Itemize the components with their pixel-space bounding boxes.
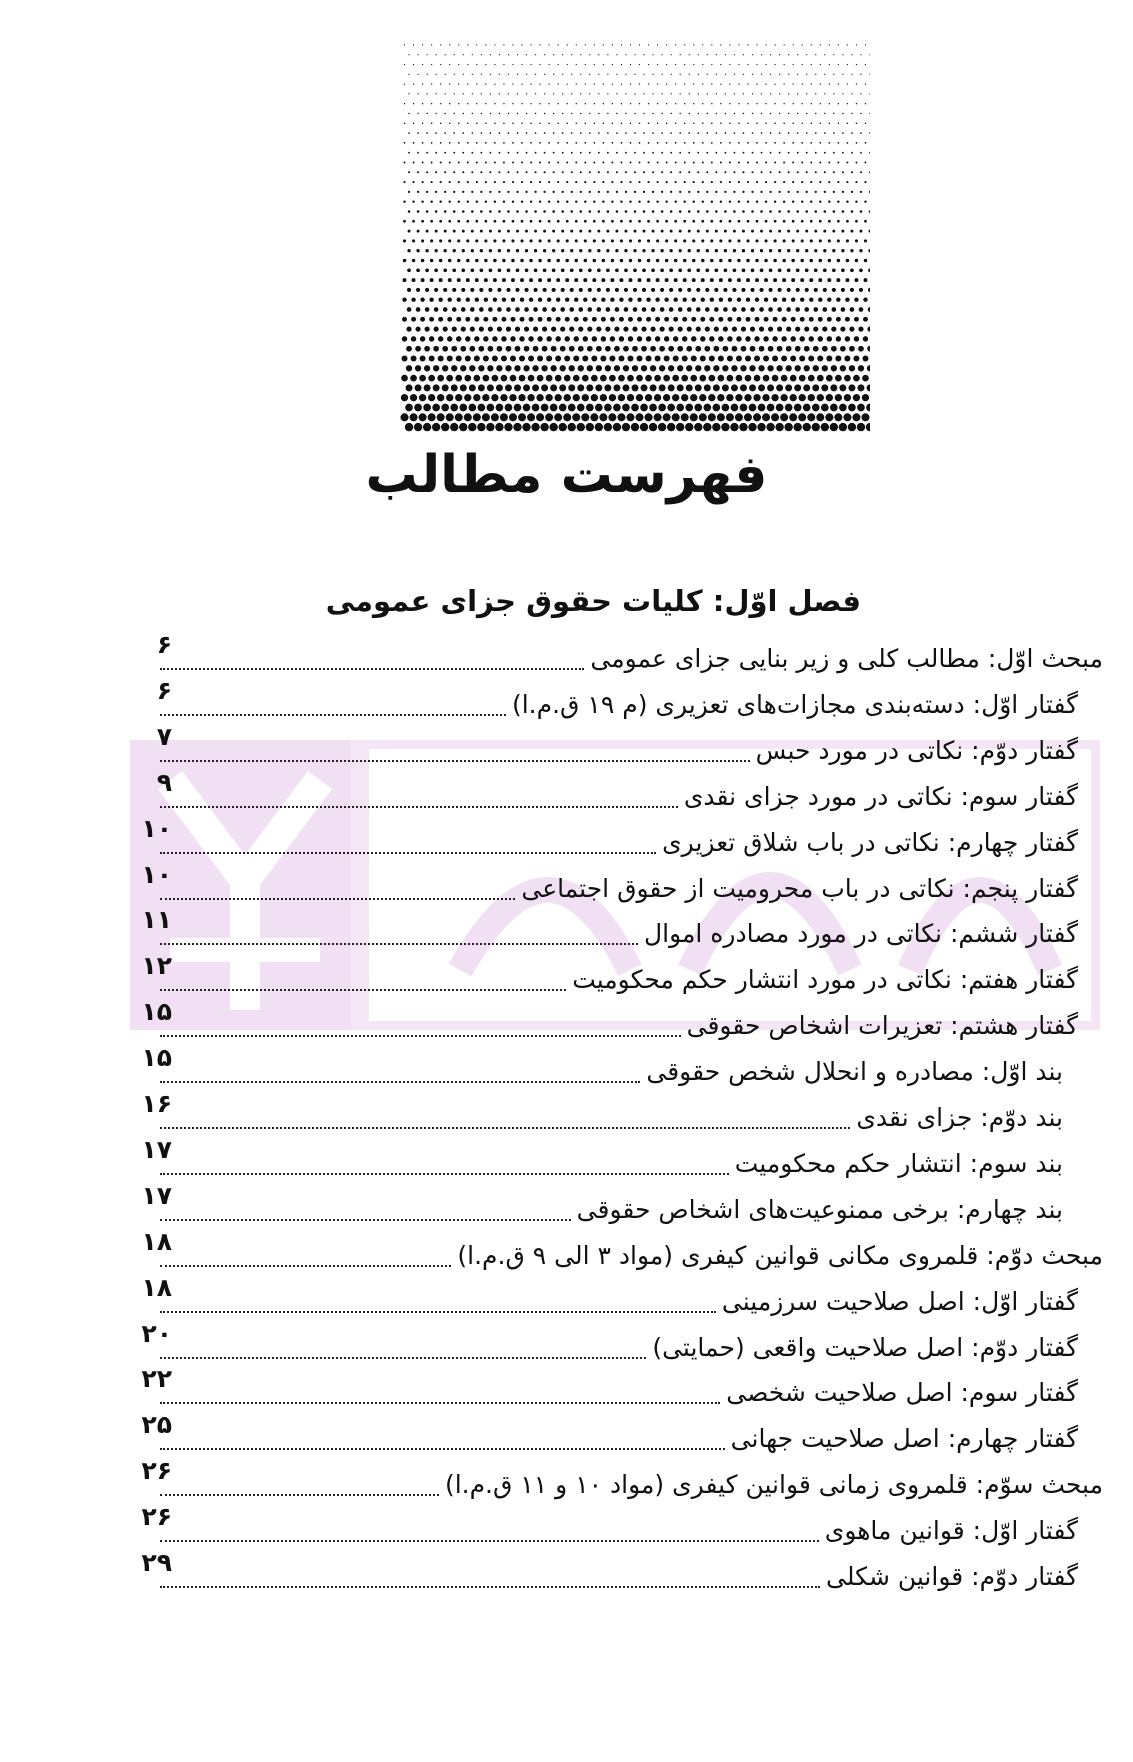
- toc-entry-label: گفتار اوّل: قوانین ماهوی: [824, 1516, 1078, 1546]
- toc-dot-leader: [160, 898, 515, 900]
- toc-dot-leader: [160, 1311, 716, 1313]
- toc-entry-label: گفتار هشتم: تعزیرات اشخاص حقوقی: [686, 1011, 1078, 1041]
- toc-entry-label: گفتار اوّل: اصل صلاحیت سرزمینی: [721, 1286, 1078, 1316]
- toc-entry-label: گفتار دوّم: نکاتی در مورد حبس: [755, 735, 1078, 765]
- toc-page-number: ۱۸: [141, 1226, 172, 1256]
- toc-page-number: ۱۶: [141, 1089, 172, 1118]
- toc-page-number: ۱۸: [141, 1272, 172, 1302]
- toc-page-number: ۲۲: [141, 1364, 172, 1394]
- toc-entry-label: مبحث دوّم: قلمروی مکانی قوانین کیفری (مواد ۳ الی ۹ ق.م.ا): [457, 1240, 1103, 1270]
- toc-page-number: ۱۷: [141, 1180, 172, 1210]
- toc-page-number: ۱۲: [141, 951, 172, 981]
- toc-entry-label: گفتار سوم: نکاتی در مورد جزای نقدی: [683, 781, 1078, 811]
- toc-entry-label: گفتار هفتم: نکاتی در مورد انتشار حکم محکومیت: [572, 965, 1078, 995]
- toc-entry-label: گفتار دوّم: اصل صلاحیت واقعی (حمایتی): [652, 1332, 1078, 1362]
- toc-dot-leader: [160, 1586, 820, 1588]
- toc-entry-label: گفتار ششم: نکاتی در مورد مصادره اموال: [643, 919, 1078, 949]
- toc-page-number: ۲۶: [141, 1502, 172, 1532]
- toc-page-number: ۲۵: [141, 1410, 172, 1440]
- toc-dot-leader: [160, 806, 678, 808]
- toc-dot-leader: [160, 989, 566, 991]
- toc-entry-label: مبحث سوّم: قلمروی زمانی قوانین کیفری (مواد ۱۰ و ۱۱ ق.م.ا): [444, 1470, 1103, 1500]
- toc-entry-label: گفتار اوّل: دسته‌بندی مجازات‌های تعزیری (م ۱۹ ق.م.ا): [511, 689, 1078, 719]
- toc-page-number: ۶: [156, 630, 172, 659]
- toc-page-number: ۱۷: [141, 1134, 172, 1164]
- toc-entry-label: گفتار سوم: اصل صلاحیت شخصی: [726, 1378, 1078, 1408]
- toc-dot-leader: [160, 1035, 681, 1037]
- toc-dot-leader: [160, 1173, 729, 1175]
- toc-page-number: ۲۶: [141, 1456, 172, 1486]
- toc-dot-leader: [160, 714, 506, 716]
- toc-dot-leader: [160, 668, 584, 670]
- toc-page-number: ۷: [156, 721, 172, 751]
- toc-entry-label: گفتار چهارم: نکاتی در باب شلاق تعزیری: [662, 827, 1078, 857]
- toc-dot-leader: [160, 1357, 646, 1359]
- toc-page-number: ۲۰: [141, 1318, 172, 1348]
- toc-entry-label: مبحث اوّل: مطالب کلی و زیر بنایی جزای عمومی: [590, 644, 1103, 673]
- toc-entry-label: گفتار پنجم: نکاتی در باب محرومیت از حقوق اجتماعی: [521, 873, 1078, 903]
- toc-entry-label: گفتار چهارم: اصل صلاحیت جهانی: [730, 1424, 1078, 1454]
- toc-entry-label: بند اوّل: مصادره و انحلال شخص حقوقی: [646, 1057, 1063, 1087]
- toc-page-number: ۹: [156, 767, 172, 797]
- toc-dot-leader: [160, 1219, 571, 1221]
- toc-page-number: ۱۰: [141, 859, 172, 889]
- toc-page-number: ۱۵: [141, 997, 172, 1027]
- toc-page-number: ۱۱: [141, 905, 172, 935]
- toc-page-number: ۱۰: [141, 813, 172, 843]
- toc-entry-label: بند چهارم: برخی ممنوعیت‌های اشخاص حقوقی: [576, 1194, 1063, 1224]
- toc-page-number: ۲۹: [141, 1548, 172, 1577]
- toc-dot-leader: [160, 1540, 819, 1542]
- toc-dot-leader: [160, 1402, 720, 1404]
- chapter-heading: فصل اوّل: کلیات حقوق جزای عمومی: [325, 584, 861, 618]
- toc-page-number: ۶: [156, 675, 172, 705]
- toc-dot-leader: [160, 1494, 439, 1496]
- toc-entry-label: بند دوّم: جزای نقدی: [856, 1103, 1063, 1132]
- toc-dot-leader: [160, 943, 638, 945]
- toc-page-number: ۱۵: [141, 1043, 172, 1073]
- page-title: فهرست مطالب: [365, 445, 768, 505]
- toc-dot-leader: [160, 1081, 640, 1083]
- toc-dot-leader: [160, 1127, 850, 1129]
- toc-row[interactable]: [0, 1548, 1133, 1604]
- toc-dot-leader: [160, 1265, 451, 1267]
- toc-dot-leader: [160, 760, 750, 762]
- toc-dot-leader: [160, 1448, 725, 1450]
- toc-entry-label: بند سوم: انتشار حکم محکومیت: [734, 1148, 1063, 1178]
- toc-dot-leader: [160, 852, 656, 854]
- toc-entry-label: گفتار دوّم: قوانین شکلی: [826, 1562, 1078, 1591]
